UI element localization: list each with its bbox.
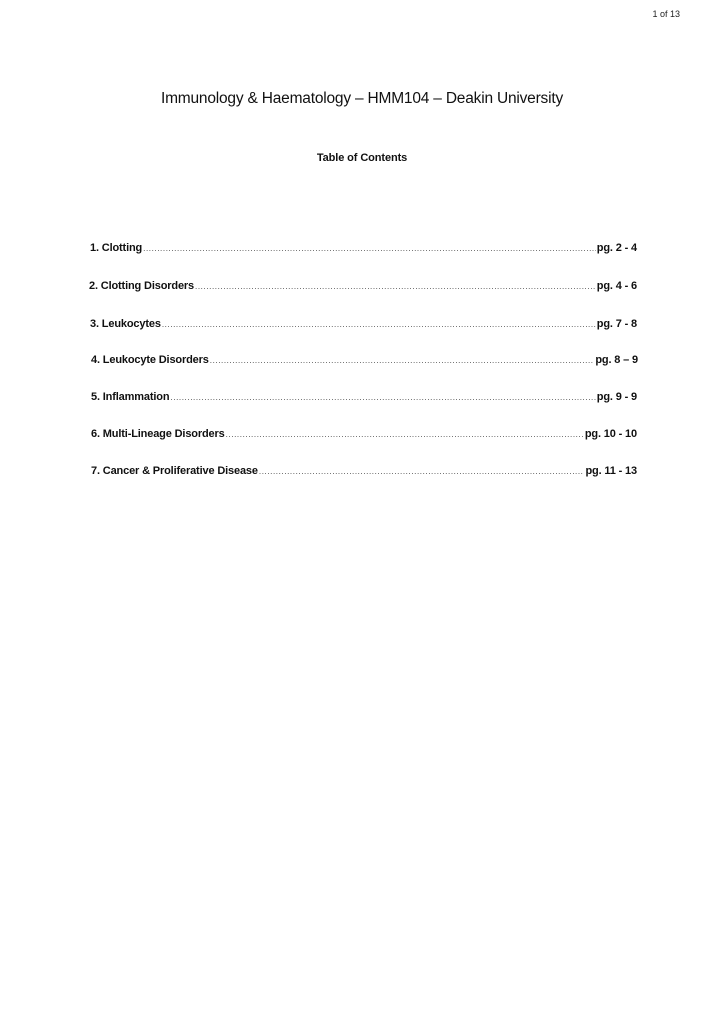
- toc-entry-clotting-disorders[interactable]: [89, 278, 637, 294]
- toc-entry-label: 7. Cancer & Proliferative Disease: [91, 465, 258, 477]
- toc-entry-label: 3. Leukocytes: [90, 318, 161, 330]
- toc-leader-dots: [143, 241, 596, 257]
- toc-entry-label: 1. Clotting: [90, 242, 143, 254]
- page-number-indicator: 1 of 13: [652, 9, 680, 19]
- toc-entry-page: pg. 7 - 8: [596, 318, 637, 330]
- toc-entry-label: 4. Leukocyte Disorders: [91, 354, 209, 366]
- toc-leader-dots: [210, 353, 595, 369]
- toc-entry-leukocyte-disorders[interactable]: [91, 352, 638, 368]
- toc-leader-dots: [226, 427, 584, 443]
- toc-entry-page: pg. 4 - 6: [596, 280, 637, 292]
- toc-leader-dots: [259, 464, 585, 480]
- toc-entry-clotting[interactable]: [90, 240, 637, 256]
- document-title: Immunology & Haematology – HMM104 – Deakin University: [160, 90, 564, 107]
- toc-entry-page: pg. 2 - 4: [596, 242, 637, 254]
- toc-entry-inflammation[interactable]: [91, 389, 637, 405]
- toc-leader-dots: [162, 317, 596, 333]
- toc-entry-label: 6. Multi-Lineage Disorders: [91, 428, 225, 440]
- toc-entry-cancer-proliferative-disease[interactable]: [91, 463, 637, 479]
- toc-entry-label: 5. Inflammation: [91, 391, 170, 403]
- toc-entry-page: pg. 11 - 13: [585, 465, 637, 477]
- toc-entry-page: pg. 9 - 9: [596, 391, 637, 403]
- toc-entry-page: pg. 10 - 10: [584, 428, 637, 440]
- toc-heading: Table of Contents: [316, 152, 408, 164]
- toc-leader-dots: [170, 390, 595, 406]
- toc-entry-leukocytes[interactable]: [90, 316, 637, 332]
- toc-entry-multi-lineage-disorders[interactable]: [91, 426, 637, 442]
- toc-leader-dots: [195, 279, 596, 295]
- toc-entry-label: 2. Clotting Disorders: [89, 280, 195, 292]
- toc-entry-page: pg. 8 – 9: [595, 354, 638, 366]
